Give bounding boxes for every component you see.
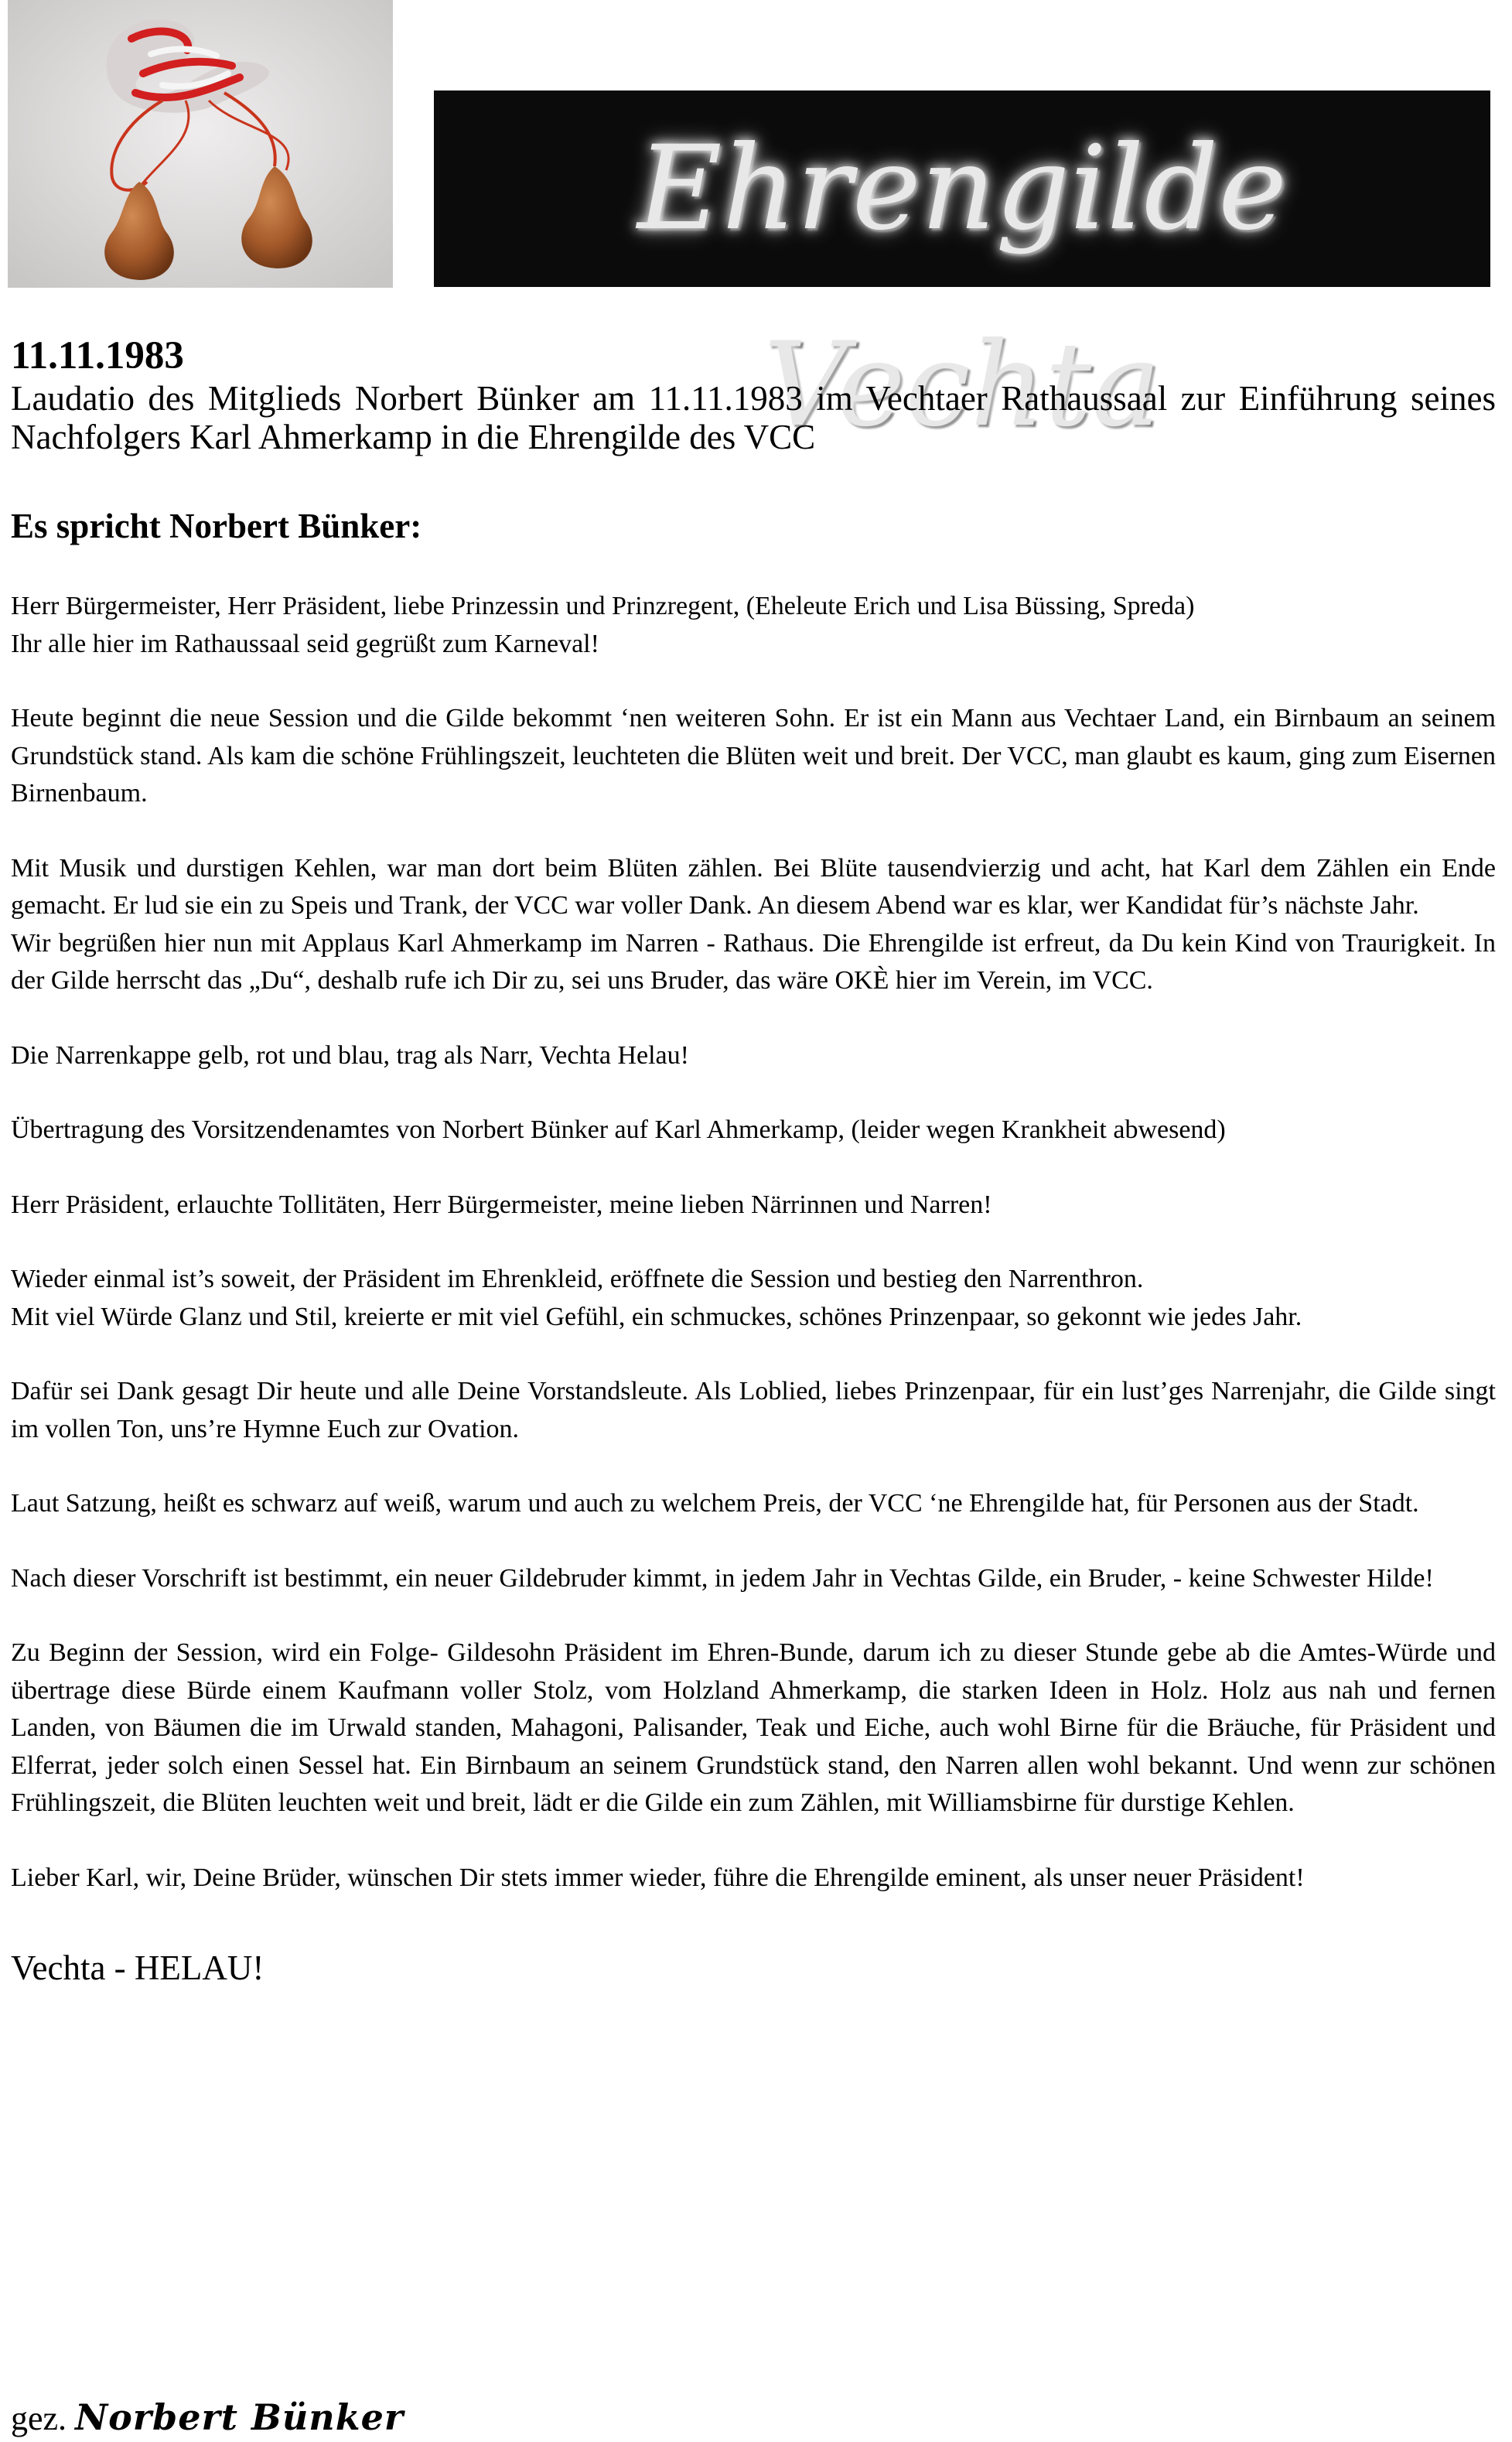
greeting-line-1: Herr Bürgermeister, Herr Präsident, liebe Prinzessin und Prinzregent, (Eheleute Erich und Lisa Büssing, Spreda)	[11, 592, 1195, 620]
signature-line	[11, 2394, 404, 2442]
article-date: 11.11.1983	[11, 334, 184, 377]
paragraph-address: Herr Präsident, erlauchte Tollitäten, Herr Bürgermeister, meine lieben Närrinnen und Narren!	[11, 1190, 992, 1219]
article	[11, 333, 1496, 1988]
signed-prefix: gez.	[11, 2399, 67, 2437]
paragraph-statute: Laut Satzung, heißt es schwarz auf weiß, warum und auch zu welchem Preis, der VCC ‘ne Ehrengilde hat, für Personen aus der Stadt.	[11, 1489, 1419, 1518]
paragraph-transfer: Übertragung des Vorsitzendenamtes von Norbert Bünker auf Karl Ahmerkamp, (leider wegen Krankheit abwesend)	[11, 1115, 1226, 1144]
paragraph-president	[11, 1261, 1496, 1336]
paragraph-greeting	[11, 588, 1496, 663]
paragraph-handover: Zu Beginn der Session, wird ein Folge- Gildesohn Präsident im Ehren-Bunde, darum ich zu dieser Stunde gebe ab die Amtes-Würde und übertrage diese Bürde einem Kaufmann voller Stolz, vom Holzland Ahmerkamp, die starken Ideen in Holz. Holz aus nah und fernen Landen, von Bäumen die im Urwald standen, Mahagoni, Palisander, Teak und Eiche, auch wohl Birne für die Bräuche, für Präsident und Elferrat, jeder solch einen Sessel hat. Ein Birnbaum an seinem Grundstück stand, den Narren allen wohl bekannt. Und wenn zur schönen Frühlingszeit, die Blüten leuchten weit und breit, lädt er die Gilde ein zum Zählen, mit Williamsbirne für durstige Kehlen.	[11, 1638, 1496, 1817]
president-line-2: Mit viel Würde Glanz und Stil, kreierte er mit viel Gefühl, ein schmuckes, schönes Prinzenpaar, so gekonnt wie jedes Jahr.	[11, 1302, 1302, 1331]
paragraph-cap: Die Narrenkappe gelb, rot und blau, trag als Narr, Vechta Helau!	[11, 1040, 689, 1070]
pear-ornaments-photo	[8, 0, 393, 288]
paragraph-thanks: Dafür sei Dank gesagt Dir heute und alle Deine Vorstandsleute. Als Loblied, liebes Prinzenpaar, für ein lust’ges Narrenjahr, die Gilde singt im vollen Ton, uns’re Hymne Euch zur Ovation.	[11, 1377, 1496, 1443]
paragraph-wishes: Lieber Karl, wir, Deine Brüder, wünschen Dir stets immer wieder, führe die Ehrengilde eminent, als unser neuer Präsident!	[11, 1863, 1305, 1892]
signature: Norbert Bünker	[75, 2396, 404, 2438]
president-line-1: Wieder einmal ist’s soweit, der Präsident im Ehrenkleid, eröffnete die Session und bestieg den Narrenthron.	[11, 1265, 1144, 1293]
article-intro: Laudatio des Mitglieds Norbert Bünker am 11.11.1983 im Vechtaer Rathaussaal zur Einführung seines Nachfolgers Karl Ahmerkamp in die Ehrengilde des VCC	[11, 379, 1496, 456]
closing-cheer: Vechta - HELAU!	[11, 1948, 265, 1987]
paragraph-rule: Nach dieser Vorschrift ist bestimmt, ein neuer Gildebruder kimmt, in jedem Jahr in Vechtas Gilde, ein Bruder, - keine Schwester Hilde!	[11, 1563, 1434, 1593]
greeting-line-2: Ihr alle hier im Rathaussaal seid gegrüßt zum Karneval!	[11, 629, 599, 658]
speaker-heading: Es spricht Norbert Bünker:	[11, 507, 422, 545]
paragraph-bloom-count: Mit Musik und durstigen Kehlen, war man dort beim Blüten zählen. Bei Blüte tausendvierzig und acht, hat Karl dem Zählen ein Ende gemacht. Er lud sie ein zu Speis und Trank, der VCC war voller Dank. An diesem Abend war es klar, wer Kandidat für’s nächste Jahr.	[11, 853, 1496, 920]
paragraph-session: Heute beginnt die neue Session und die Gilde bekommt ‘nen weiteren Sohn. Er ist ein Mann aus Vechtaer Land, ein Birnbaum an seinem Grundstück stand. Als kam die schöne Frühlingszeit, leuchteten die Blüten weit und breit. Der VCC, man glaubt es kaum, ging zum Eisernen Birnenbaum.	[11, 704, 1497, 808]
paragraph-welcome: Wir begrüßen hier nun mit Applaus Karl Ahmerkamp im Narren - Rathaus. Die Ehrengilde ist erfreut, da Du kein Kind von Traurigkeit. In der Gilde herrscht das „Du“, deshalb rufe ich Dir zu, sei uns Bruder, das wäre OKÈ hier im Verein, im VCC.	[11, 928, 1496, 995]
banner-title: Ehrengilde Vechta	[637, 121, 1287, 453]
